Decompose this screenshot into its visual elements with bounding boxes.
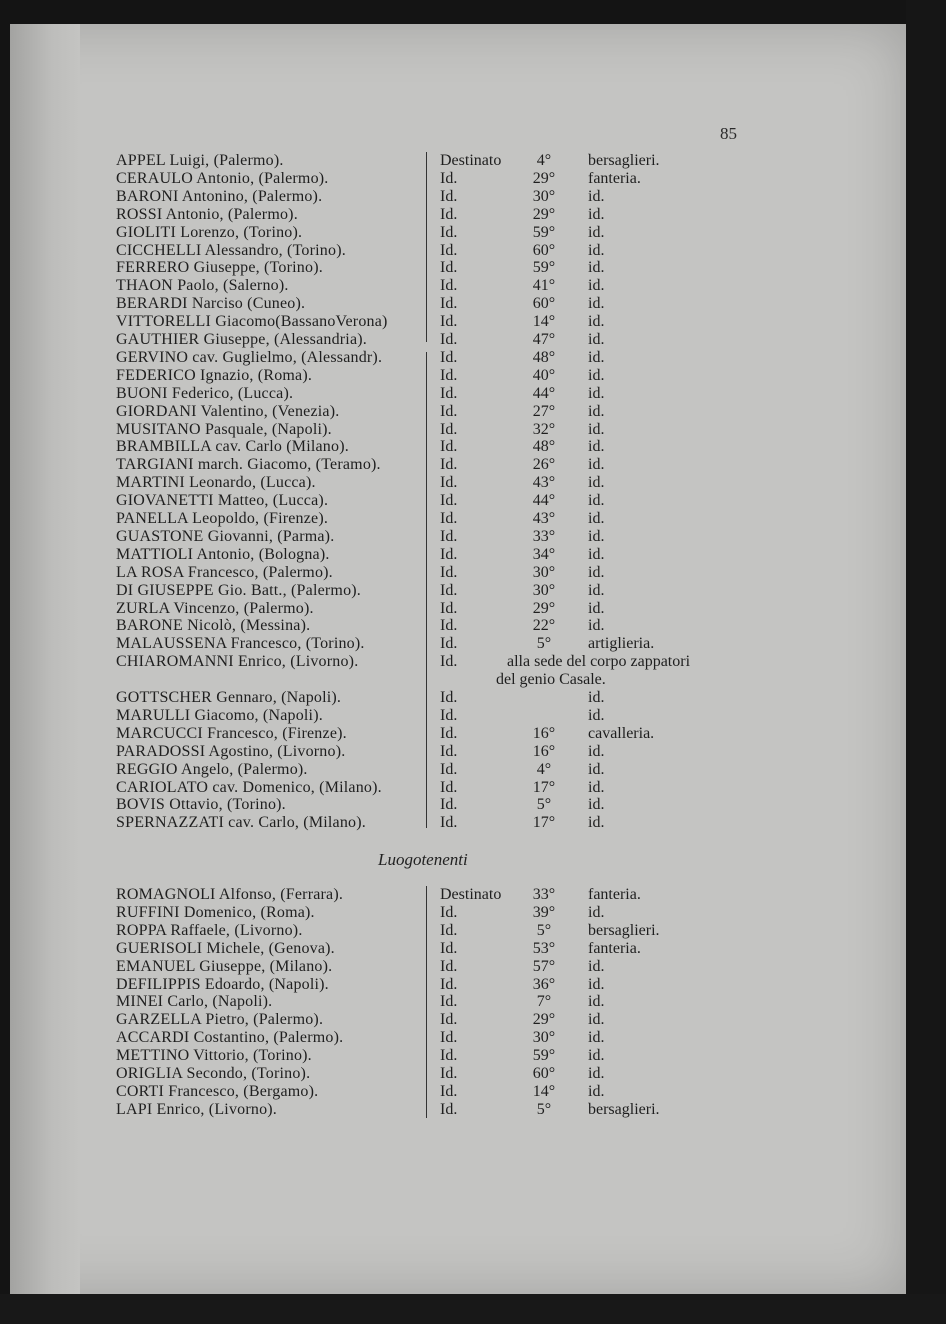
roster-row [10,582,906,600]
roster-row [10,474,906,492]
destination-label: Id. [440,814,458,832]
destination-label: Id. [440,420,458,438]
unit-arm: id. [588,1029,605,1047]
officer-name: MUSITANO Pasquale, (Napoli). [116,420,332,438]
officer-name: CARIOLATO cav. Domenico, (Milano). [116,778,382,796]
officer-name: MATTIOLI Antonio, (Bologna). [116,545,330,563]
unit-number: 5° [536,921,552,939]
destination-label: Id. [440,205,458,223]
unit-number: 44° [532,492,556,510]
destination-label: Id. [440,653,458,671]
unit-number: 26° [532,456,556,474]
officer-name: DI GIUSEPPE Gio. Batt., (Palermo). [116,581,362,599]
destination-label: Id. [440,975,458,993]
destination-label: Id. [440,957,458,975]
unit-arm: id. [588,402,605,420]
roster-row [10,922,906,940]
column-separator-bottom [426,886,427,1118]
unit-arm: id. [588,1011,605,1029]
destination-label: Id. [440,223,458,241]
officer-name: DEFILIPPIS Edoardo, (Napoli). [116,975,329,993]
unit-arm: id. [588,778,605,796]
destination-label: Id. [440,259,458,277]
officer-name: GIOVANETTI Matteo, (Lucca). [116,492,329,510]
destination-label: Id. [440,1065,458,1082]
unit-number: 43° [532,474,556,492]
roster-row [10,331,906,349]
unit-number: 4° [536,760,552,778]
officer-name: CHIAROMANNI Enrico, (Livorno). [116,653,359,671]
unit-number: 36° [532,975,556,993]
destination-label: Id. [440,313,458,331]
roster-row [10,779,906,797]
unit-number: 40° [532,366,556,384]
destination-label: Id. [440,295,458,313]
officer-name: ROMAGNOLI Alfonso, (Ferrara). [116,886,344,903]
destination-label: Id. [440,724,458,742]
officer-name: VITTORELLI Giacomo(BassanoVerona) [116,313,388,331]
note-continuation: del genio Casale. [496,671,606,689]
unit-arm: id. [588,420,605,438]
officer-name: METTINO Vittorio, (Torino). [116,1047,312,1065]
destination-label: Id. [440,348,458,366]
unit-arm: id. [588,993,605,1011]
unit-number: 60° [532,295,556,313]
destination-label: Id. [440,993,458,1011]
unit-arm: id. [588,295,605,313]
roster-row [10,564,906,582]
column-separator-middle [426,352,427,828]
destination-label: Id. [440,742,458,760]
unit-arm: id. [588,384,605,402]
destination-label: Id. [440,1047,458,1065]
unit-arm: bersaglieri. [588,1100,660,1118]
destination-label: Id. [440,545,458,563]
unit-number: 30° [532,187,556,205]
officer-name: GUERISOLI Michele, (Genova). [116,939,335,957]
section-title-luogotenenti: Luogotenenti [378,850,468,869]
roster-row [10,761,906,779]
roster-row [10,814,906,832]
unit-arm: id. [588,903,605,921]
unit-number: 22° [532,617,556,635]
roster-row [10,635,906,653]
unit-arm: bersaglieri. [588,152,660,169]
officer-name: LAPI Enrico, (Livorno). [116,1100,278,1118]
unit-arm: id. [588,1047,605,1065]
unit-arm: id. [588,187,605,205]
unit-number: 48° [532,438,556,456]
destination-label: Id. [440,1082,458,1100]
unit-arm: id. [588,313,605,331]
document-page [10,24,906,1294]
officer-name: GAUTHIER Giuseppe, (Alessandria). [116,331,367,348]
roster-row [10,403,906,421]
unit-number: 53° [532,939,556,957]
destination-label: Id. [440,778,458,796]
unit-arm: id. [588,581,605,599]
unit-number: 60° [532,1065,556,1082]
roster-row [10,188,906,206]
unit-arm: id. [588,438,605,456]
unit-number: 60° [532,241,556,259]
unit-arm: id. [588,796,605,814]
officer-name: PANELLA Leopoldo, (Firenze). [116,510,329,527]
scan-border-right [906,0,946,1324]
unit-arm: id. [588,957,605,975]
officer-name: ACCARDI Costantino, (Palermo). [116,1029,344,1047]
destination-label: Id. [440,169,458,187]
destination-label: Id. [440,617,458,635]
roster-row [10,206,906,224]
unit-number: 41° [532,277,556,295]
unit-arm: bersaglieri. [588,921,660,939]
unit-arm: id. [588,492,605,510]
unit-number: 4° [536,152,552,169]
scan-border-bottom [0,1294,946,1324]
unit-arm: id. [588,241,605,259]
officer-name: GERVINO cav. Guglielmo, (Alessandr). [116,348,383,366]
destination-label: Id. [440,474,458,492]
roster-row [10,886,906,904]
roster-row [10,492,906,510]
officer-name: GUASTONE Giovanni, (Parma). [116,527,335,545]
unit-number: 30° [532,1029,556,1047]
roster-row [10,421,906,439]
unit-arm: id. [588,563,605,581]
officer-name: REGGIO Angelo, (Palermo). [116,760,308,778]
unit-number: 47° [532,331,556,348]
destination-label: Id. [440,939,458,957]
officer-name: BERARDI Narciso (Cuneo). [116,295,306,313]
destination-label: Id. [440,510,458,527]
roster-row [10,456,906,474]
destination-label: Id. [440,563,458,581]
roster-row [10,224,906,242]
roster-row [10,904,906,922]
unit-number: 27° [532,402,556,420]
officer-name: PARADOSSI Agostino, (Livorno). [116,742,346,760]
roster-row [10,976,906,994]
roster-row [10,1029,906,1047]
unit-number: 16° [532,742,556,760]
officer-name: BARONE Nicolò, (Messina). [116,617,311,635]
officer-name: ROPPA Raffaele, (Livorno). [116,921,303,939]
roster-row [10,600,906,618]
roster-row [10,1101,906,1119]
destination-label: Id. [440,903,458,921]
page-number: 85 [720,124,737,143]
unit-arm: id. [588,689,605,706]
roster-row [10,313,906,331]
unit-number: 48° [532,348,556,366]
roster-row [10,617,906,635]
roster-row [10,796,906,814]
roster-row [10,1011,906,1029]
roster-row [10,528,906,546]
officer-name: MALAUSSENA Francesco, (Torino). [116,635,365,653]
destination-label: Id. [440,581,458,599]
officer-name: RUFFINI Domenico, (Roma). [116,903,315,921]
officer-name: MARTINI Leonardo, (Lucca). [116,474,316,492]
unit-arm: cavalleria. [588,724,655,742]
unit-arm: id. [588,223,605,241]
destination-label: Id. [440,635,458,653]
unit-arm: id. [588,277,605,295]
roster-row [10,546,906,564]
officer-name: EMANUEL Giuseppe, (Milano). [116,957,333,975]
unit-number: 14° [532,1082,556,1100]
unit-arm: id. [588,1065,605,1082]
destination-label: Id. [440,438,458,456]
roster-row [10,1047,906,1065]
officer-name: APPEL Luigi, (Palermo). [116,152,284,169]
unit-arm: id. [588,348,605,366]
destination-label: Id. [440,277,458,295]
officer-name: MINEI Carlo, (Napoli). [116,993,273,1011]
unit-arm: id. [588,617,605,635]
destination-label: Destinato [440,886,502,903]
unit-number: 33° [532,886,556,903]
officer-name: ROSSI Antonio, (Palermo). [116,205,298,223]
roster-row [10,438,906,456]
unit-number: 57° [532,957,556,975]
officer-name: GIORDANI Valentino, (Venezia). [116,402,340,420]
unit-number: 30° [532,563,556,581]
officer-name: CERAULO Antonio, (Palermo). [116,169,329,187]
destination-label: Id. [440,760,458,778]
officer-name: SPERNAZZATI cav. Carlo, (Milano). [116,814,366,832]
roster-row [10,385,906,403]
unit-number: 7° [536,993,552,1011]
unit-arm: id. [588,331,605,348]
roster-row [10,940,906,958]
officer-name: ZURLA Vincenzo, (Palermo). [116,599,314,617]
unit-arm: fanteria. [588,886,641,903]
column-separator-top [426,152,427,342]
unit-number: 17° [532,814,556,832]
unit-number: 43° [532,510,556,527]
officer-name: LA ROSA Francesco, (Palermo). [116,563,333,581]
officer-name: CICCHELLI Alessandro, (Torino). [116,241,346,259]
destination-label: Id. [440,921,458,939]
unit-arm: id. [588,975,605,993]
unit-arm: fanteria. [588,939,641,957]
roster-row [10,367,906,385]
roster-row [10,295,906,313]
unit-arm: id. [588,706,605,724]
unit-number: 29° [532,599,556,617]
roster-row [10,510,906,528]
roster-row [10,152,906,170]
unit-number: 16° [532,724,556,742]
roster-row [10,993,906,1011]
unit-arm: id. [588,456,605,474]
officer-name: FERRERO Giuseppe, (Torino). [116,259,323,277]
unit-number: 29° [532,169,556,187]
officer-name: ORIGLIA Secondo, (Torino). [116,1065,311,1082]
destination-label: Destinato [440,152,502,169]
unit-number: 59° [532,223,556,241]
unit-arm: id. [588,259,605,277]
roster-row [10,277,906,295]
roster-row [10,725,906,743]
unit-arm: artiglieria. [588,635,655,653]
unit-number: 5° [536,1100,552,1118]
assignment-note: alla sede del corpo zappatori [507,653,691,671]
unit-arm: id. [588,1082,605,1100]
unit-arm: id. [588,814,605,832]
destination-label: Id. [440,706,458,724]
unit-arm: id. [588,205,605,223]
roster-row [10,707,906,725]
officer-name: GIOLITI Lorenzo, (Torino). [116,223,303,241]
note-continuation-row [10,671,906,689]
destination-label: Id. [440,689,458,706]
officer-name: BUONI Federico, (Lucca). [116,384,294,402]
destination-label: Id. [440,241,458,259]
roster-row [10,242,906,260]
unit-arm: id. [588,599,605,617]
unit-number: 30° [532,581,556,599]
officer-name: BRAMBILLA cav. Carlo (Milano). [116,438,349,456]
destination-label: Id. [440,1100,458,1118]
unit-number: 32° [532,420,556,438]
unit-number: 5° [536,635,552,653]
unit-arm: id. [588,760,605,778]
roster-row [10,1083,906,1101]
unit-arm: id. [588,527,605,545]
destination-label: Id. [440,527,458,545]
destination-label: Id. [440,366,458,384]
unit-arm: id. [588,510,605,527]
unit-number: 39° [532,903,556,921]
unit-number: 59° [532,1047,556,1065]
roster-row [10,259,906,277]
unit-number: 29° [532,1011,556,1029]
unit-number: 5° [536,796,552,814]
officer-name: MARULLI Giacomo, (Napoli). [116,706,323,724]
unit-arm: id. [588,545,605,563]
destination-label: Id. [440,384,458,402]
destination-label: Id. [440,331,458,348]
destination-label: Id. [440,1029,458,1047]
destination-label: Id. [440,1011,458,1029]
roster-row [10,743,906,761]
unit-number: 17° [532,778,556,796]
destination-label: Id. [440,456,458,474]
officer-name: BARONI Antonino, (Palermo). [116,187,323,205]
unit-number: 34° [532,545,556,563]
officer-name: TARGIANI march. Giacomo, (Teramo). [116,456,381,474]
officer-name: GARZELLA Pietro, (Palermo). [116,1011,324,1029]
unit-arm: id. [588,474,605,492]
unit-arm: id. [588,366,605,384]
officer-name: THAON Paolo, (Salerno). [116,277,289,295]
officer-name: GOTTSCHER Gennaro, (Napoli). [116,689,342,706]
unit-number: 33° [532,527,556,545]
roster-row [10,349,906,367]
unit-number: 44° [532,384,556,402]
roster-row [10,653,906,671]
roster-row [10,958,906,976]
destination-label: Id. [440,599,458,617]
unit-number: 29° [532,205,556,223]
officer-name: FEDERICO Ignazio, (Roma). [116,366,313,384]
officer-name: CORTI Francesco, (Bergamo). [116,1082,319,1100]
roster-row [10,689,906,707]
destination-label: Id. [440,492,458,510]
unit-arm: fanteria. [588,169,641,187]
roster-row [10,1065,906,1083]
officer-name: BOVIS Ottavio, (Torino). [116,796,286,814]
unit-number: 14° [532,313,556,331]
unit-number: 59° [532,259,556,277]
unit-arm: id. [588,742,605,760]
roster-row [10,170,906,188]
officer-name: MARCUCCI Francesco, (Firenze). [116,724,347,742]
destination-label: Id. [440,187,458,205]
destination-label: Id. [440,402,458,420]
destination-label: Id. [440,796,458,814]
